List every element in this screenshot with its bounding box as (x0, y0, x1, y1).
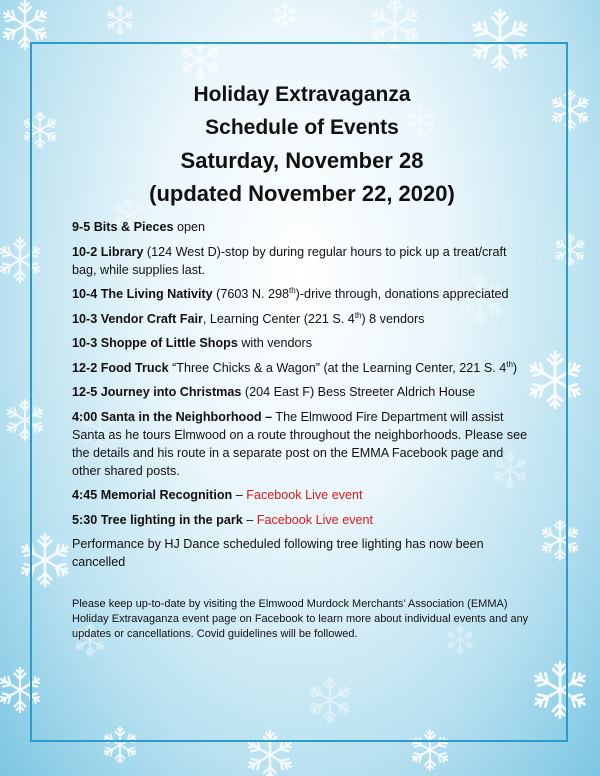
snowflake-icon (273, 3, 297, 27)
event-time-title: 10-3 Shoppe of Little Shops (72, 336, 238, 350)
event-list (72, 218, 532, 571)
event-detail: (7603 N. 298 (212, 287, 289, 301)
event-detail: ) 8 vendors (361, 311, 425, 326)
event-item (72, 359, 532, 377)
event-detail: The Elmwood Fire Department will assist Santa as he tours Elmwood on a route throughout the neighborhoods. Please see the details and his route in a separate post on the EMMA Facebook page and other shared posts. (72, 409, 528, 478)
event-item (72, 383, 532, 401)
event-time-title: 5:30 Tree lighting in the park (72, 512, 243, 527)
event-detail: , Learning Center (221 S. 4 (202, 311, 355, 326)
event-time-title: 10-3 Vendor Craft Fair (72, 311, 203, 326)
event-detail: )-drive through, donations appreciated (295, 287, 509, 301)
facebook-live-label: Facebook Live event (246, 488, 363, 502)
title-line-3: Saturday, November 28 (180, 148, 424, 173)
event-detail: (204 East F) Bess Streeter Aldrich House (241, 385, 476, 399)
ordinal-suffix: th (354, 310, 362, 320)
event-time-title: 12-2 Food Truck (72, 360, 169, 375)
event-time-title: 10-4 The Living Nativity (72, 287, 213, 301)
event-detail: “Three Chicks & a Wagon” (at the Learning Center, 221 S. 4 (168, 360, 507, 375)
flyer-content (72, 78, 532, 653)
event-time-title: 4:45 Memorial Recognition (72, 488, 233, 502)
ordinal-suffix: th (506, 359, 513, 369)
event-time-title: 12-5 Journey into Christmas (72, 385, 242, 399)
snowflake-icon (106, 6, 134, 34)
event-time-title: 10-2 Library (72, 244, 144, 259)
event-detail: (124 West D)-stop by during regular hours to pick up a treat/craft bag, while supplies last. (72, 244, 507, 277)
facebook-live-label: Facebook Live event (256, 512, 373, 527)
footer-note: Please keep up-to-date by visiting the Elmwood Murdock Merchants’ Association (EMMA) Holiday Extravaganza event page on Facebook to learn more about individual events and any updates or cancellations. Covid guidelines will be followed. (72, 598, 529, 640)
event-item (72, 243, 532, 279)
event-detail: – (232, 488, 247, 502)
event-item (72, 511, 532, 529)
title-line-2: Schedule of Events (205, 116, 399, 139)
event-detail: open (173, 220, 206, 234)
ordinal-suffix: th (289, 285, 296, 295)
cancellation-note: Performance by HJ Dance scheduled following tree lighting has now been cancelled (72, 537, 484, 569)
event-detail: with vendors (237, 336, 313, 350)
event-detail: – (242, 512, 257, 527)
event-item (72, 486, 532, 504)
event-item (72, 334, 532, 352)
event-item (72, 218, 532, 236)
event-time-title: 9-5 Bits & Pieces (72, 220, 174, 234)
event-item (72, 285, 532, 303)
event-time-title: 4:00 Santa in the Neighborhood – (72, 409, 273, 424)
event-detail: ) (512, 360, 518, 375)
event-item (72, 408, 532, 480)
title-line-4: (updated November 22, 2020) (149, 181, 455, 206)
title-line-1: Holiday Extravaganza (193, 83, 411, 106)
event-item (72, 310, 532, 328)
